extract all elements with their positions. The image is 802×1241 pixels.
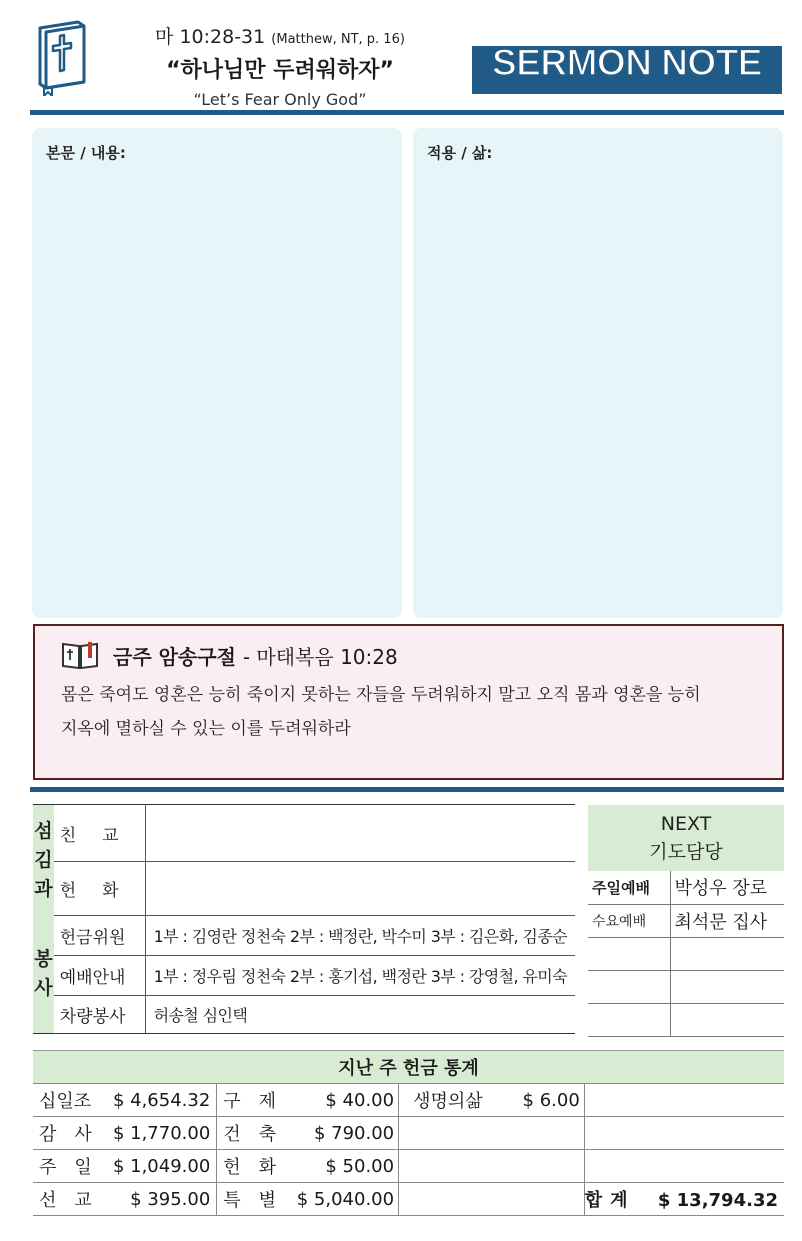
- notes-application-area[interactable]: [413, 128, 783, 618]
- offering-total-label: 합계: [584, 1190, 636, 1211]
- memory-verse-header: [61, 640, 756, 670]
- prayer-role: [588, 1003, 670, 1036]
- notes-content-area[interactable]: [32, 128, 402, 618]
- offering-key: 헌 화: [217, 1150, 297, 1183]
- service-label-transport: 차량봉사: [54, 996, 145, 1034]
- scripture-reference: 마 10:28-31 (Matthew, NT, p. 16): [155, 26, 405, 48]
- offering-value: $ 1,049.00: [107, 1150, 217, 1183]
- offering-value: $ 5,040.00: [297, 1183, 399, 1216]
- prayer-role: [588, 937, 670, 970]
- offering-value: $ 395.00: [107, 1183, 217, 1216]
- table-row: [33, 916, 575, 956]
- table-row: [588, 871, 784, 904]
- table-row: [33, 1051, 784, 1084]
- prayer-name: [670, 937, 784, 970]
- memory-verse-title: [113, 641, 398, 670]
- table-row: [588, 805, 784, 871]
- prayer-name: [670, 970, 784, 1003]
- table-row: [33, 996, 575, 1034]
- sermon-title-english: “Let’s Fear Only God”: [193, 90, 367, 109]
- service-label-offering-committee: 헌금위원: [54, 916, 145, 956]
- table-row: [588, 904, 784, 937]
- table-row: [588, 937, 784, 970]
- table-row: [33, 1084, 784, 1117]
- service-value-transport: 허송철 심인택: [145, 996, 575, 1034]
- offering-empty: [584, 1084, 784, 1117]
- offering-empty: [584, 1150, 784, 1183]
- prayer-role: 주일예배: [588, 871, 670, 904]
- sermon-note-badge: [472, 42, 782, 94]
- offering-key: 특 별: [217, 1183, 297, 1216]
- table-row: [33, 1183, 784, 1216]
- sermon-title-korean: “하나님만 두려워하자”: [166, 58, 394, 83]
- offering-key: [399, 1117, 509, 1150]
- prayer-name: [670, 1003, 784, 1036]
- memory-verse-line-2: 지옥에 멸하실 수 있는 이를 두려워하라: [61, 719, 351, 739]
- service-value-offering-committee: 1부 : 김영란 정천숙 2부 : 백정란, 박수미 3부 : 김은화, 김종순: [145, 916, 575, 956]
- offering-value: $ 790.00: [297, 1117, 399, 1150]
- memory-verse-line-1: 몸은 죽여도 영혼은 능히 죽이지 못하는 자들을 두려워하지 말고 오직 몸과 영혼을 능히: [61, 685, 701, 705]
- memory-verse-reference: - 마태복음 10:28: [242, 644, 398, 669]
- service-value-ushers: 1부 : 정우림 정천숙 2부 : 홍기섭, 백정란 3부 : 강영철, 유미숙: [145, 956, 575, 996]
- offering-total: [584, 1183, 784, 1216]
- table-row: [33, 1117, 784, 1150]
- service-value-fellowship: [145, 805, 575, 862]
- sermon-note-badge-text: SERMON NOTE: [492, 42, 762, 83]
- offering-stats-title: 지난 주 헌금 통계: [33, 1051, 784, 1084]
- offering-value: $ 40.00: [297, 1084, 399, 1117]
- service-label-ushers: 예배안내: [54, 956, 145, 996]
- memory-verse-heading: 금주 암송구절: [113, 644, 236, 669]
- table-row: [33, 805, 575, 862]
- next-prayer-table: [588, 805, 784, 1037]
- memory-verse-box: [33, 624, 784, 780]
- offering-value: [508, 1150, 584, 1183]
- bible-cross-icon: [34, 20, 90, 96]
- offering-value: $ 1,770.00: [107, 1117, 217, 1150]
- offering-value: [508, 1117, 584, 1150]
- memory-verse-text: [61, 678, 756, 746]
- offering-key: 생명의삶: [399, 1084, 509, 1117]
- offering-key: 건 축: [217, 1117, 297, 1150]
- service-side-label-bottom: 봉 사: [33, 916, 54, 1034]
- service-label-fellowship: 친교: [54, 805, 145, 862]
- table-row: [33, 1150, 784, 1183]
- offering-empty: [584, 1117, 784, 1150]
- section-divider: [30, 787, 784, 792]
- prayer-name: 박성우 장로: [670, 871, 784, 904]
- scripture-block: [150, 22, 410, 109]
- prayer-name: 최석문 집사: [670, 904, 784, 937]
- table-row: [588, 1003, 784, 1036]
- next-prayer-title: NEXT 기도담당: [588, 805, 784, 871]
- offering-stats-table: [33, 1050, 784, 1216]
- offering-key: 주 일: [33, 1150, 107, 1183]
- offering-total-value: $ 13,794.32: [657, 1190, 778, 1211]
- open-bible-icon: [61, 640, 99, 670]
- service-roster-table: [33, 804, 575, 1034]
- prayer-role: 수요예배: [588, 904, 670, 937]
- scripture-reference-note: (Matthew, NT, p. 16): [271, 32, 405, 47]
- offering-key: 감 사: [33, 1117, 107, 1150]
- prayer-role: [588, 970, 670, 1003]
- table-row: [588, 970, 784, 1003]
- offering-key: [399, 1183, 509, 1216]
- offering-key: 구 제: [217, 1084, 297, 1117]
- notes-application-label: 적용 / 삶:: [427, 144, 493, 162]
- table-row: [33, 956, 575, 996]
- service-label-flowers: 헌화: [54, 862, 145, 916]
- table-row: [33, 862, 575, 916]
- offering-key: [399, 1150, 509, 1183]
- offering-value: $ 4,654.32: [107, 1084, 217, 1117]
- offering-value: $ 6.00: [508, 1084, 584, 1117]
- header-divider: [30, 110, 784, 115]
- offering-value: [508, 1183, 584, 1216]
- offering-key: 선 교: [33, 1183, 107, 1216]
- header: [0, 0, 802, 118]
- offering-key: 십일조: [33, 1084, 107, 1117]
- service-side-label-top: 섬 김 과: [33, 805, 54, 916]
- offering-value: $ 50.00: [297, 1150, 399, 1183]
- service-value-flowers: [145, 862, 575, 916]
- notes-content-label: 본문 / 내용:: [46, 144, 126, 162]
